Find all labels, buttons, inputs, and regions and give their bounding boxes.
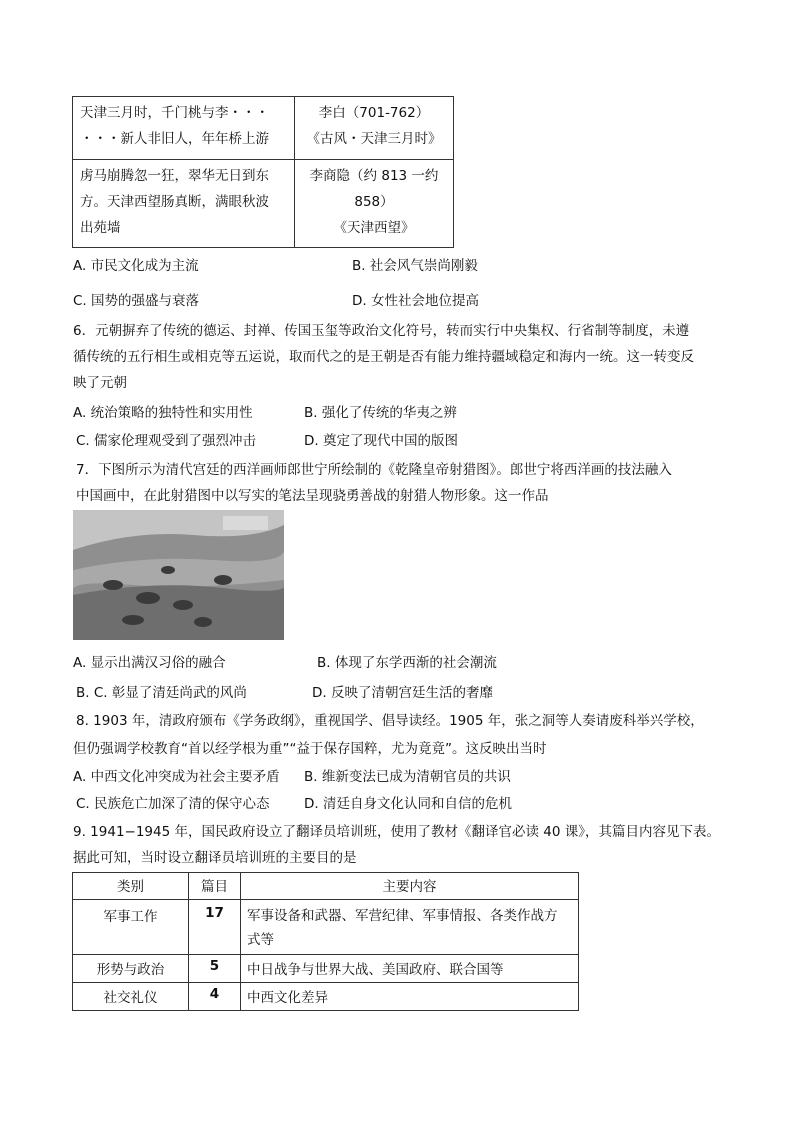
curriculum-table [72, 872, 579, 1011]
question-stem-line: 映了元朝 [73, 375, 127, 391]
option-b[interactable]: B. 社会风气崇尚刚毅 [352, 258, 478, 274]
option-b[interactable]: B. 维新变法已成为清朝官员的共识 [304, 769, 511, 785]
question-stem-line: 中国画中，在此射猎图中以写实的笔法呈现骁勇善战的射猎人物形象。这一作品 [76, 488, 549, 504]
option-c[interactable]: B. C. 彰显了清廷尚武的风尚 [76, 685, 247, 701]
content-line: 中西文化差异 [247, 990, 328, 1006]
poem-table [72, 96, 454, 248]
content-cell [241, 900, 579, 955]
table-row [73, 900, 579, 955]
option-b[interactable]: B. 体现了东学西渐的社会潮流 [317, 655, 497, 671]
option-d[interactable]: D. 女性社会地位提高 [352, 293, 479, 309]
question-stem-line: 但仍强调学校教育“首以经学根为重”“益于保存国粹，尤为竟竟”。这反映出当时 [73, 741, 547, 757]
painting-illustration [73, 510, 284, 640]
category-cell: 形势与政治 [73, 955, 189, 983]
author-name: 李白（701-762） [318, 105, 430, 121]
question-stem-line: 8. 1903 年，清政府颁布《学务政纲》，重视国学、倡导读经。1905 年，张之洞等人奏请废科举兴学校， [76, 713, 704, 729]
content-cell [241, 955, 579, 983]
content-cell [241, 983, 579, 1011]
count-cell: 17 [189, 900, 241, 955]
author-cell [295, 97, 454, 160]
option-a[interactable]: A. 中西文化冲突成为社会主要矛盾 [73, 769, 280, 785]
poem-line: 出苑墙 [80, 220, 121, 236]
count-cell: 4 [189, 983, 241, 1011]
option-c[interactable]: C. 国势的强盛与衰落 [73, 293, 200, 309]
category-cell: 社交礼仪 [73, 983, 189, 1011]
content-line: 式等 [247, 932, 274, 948]
option-d[interactable]: D. 奠定了现代中国的版图 [304, 433, 458, 449]
column-header-count: 篇目 [189, 873, 241, 900]
table-row [73, 97, 454, 160]
poem-cell [73, 97, 295, 160]
content-line: 军事设备和武器、军营纪律、军事情报、各类作战方 [247, 908, 558, 924]
question-stem-line: 循传统的五行相生或相克等五运说，取而代之的是王朝是否有能力维持疆域稳定和海内一统。这一转变反 [73, 349, 694, 365]
question-stem-line: 9. 1941−1945 年，国民政府设立了翻译员培训班，使用了教材《翻译官必读 40 课》，其篇目内容见下表。 [73, 824, 720, 840]
poem-line: 虏马崩腾忽一狂，翠华无日到东 [80, 168, 269, 184]
count-cell: 5 [189, 955, 241, 983]
content-line: 中日战争与世界大战、美国政府、联合国等 [247, 962, 504, 978]
option-b[interactable]: B. 强化了传统的华夷之辨 [304, 405, 457, 421]
option-d[interactable]: D. 反映了清朝宫廷生活的奢靡 [312, 685, 493, 701]
option-c[interactable]: C. 儒家伦理观受到了强烈冲击 [76, 433, 257, 449]
poem-title: 《天津西望》 [333, 220, 415, 236]
poem-cell [73, 160, 295, 248]
option-c[interactable]: C. 民族危亡加深了清的保守心态 [76, 796, 270, 812]
author-cell [295, 160, 454, 248]
category-cell: 军事工作 [73, 900, 189, 955]
table-row [73, 955, 579, 983]
column-header-content: 主要内容 [241, 873, 579, 900]
poem-line: ・・・新人非旧人，年年桥上游 [80, 131, 269, 147]
question-stem-line: 7．下图所示为清代宫廷的西洋画师郎世宁所绘制的《乾隆皇帝射猎图》。郎世宁将西洋画的技法融入 [76, 462, 672, 478]
poem-title: 《古风・天津三月时》 [306, 131, 442, 147]
question-stem-line: 据此可知，当时设立翻译员培训班的主要目的是 [73, 850, 357, 866]
option-a[interactable]: A. 市民文化成为主流 [73, 258, 199, 274]
option-a[interactable]: A. 显示出满汉习俗的融合 [73, 655, 226, 671]
option-a[interactable]: A. 统治策略的独特性和实用性 [73, 405, 253, 421]
poem-line: 天津三月时，千门桃与李・・・ [80, 105, 269, 121]
author-name: 李商隐（约 813 一约 858） [309, 168, 439, 210]
table-header-row [73, 873, 579, 900]
hunting-painting-image [73, 510, 284, 640]
option-d[interactable]: D. 清廷自身文化认同和自信的危机 [304, 796, 512, 812]
question-stem-line: 6．元朝摒弃了传统的德运、封禅、传国玉玺等政治文化符号，转而实行中央集权、行省制等制度，未遵 [73, 323, 690, 339]
poem-line: 方。天津西望肠真断，满眼秋波 [80, 194, 269, 210]
column-header-category: 类别 [73, 873, 189, 900]
table-row [73, 160, 454, 248]
table-row [73, 983, 579, 1011]
